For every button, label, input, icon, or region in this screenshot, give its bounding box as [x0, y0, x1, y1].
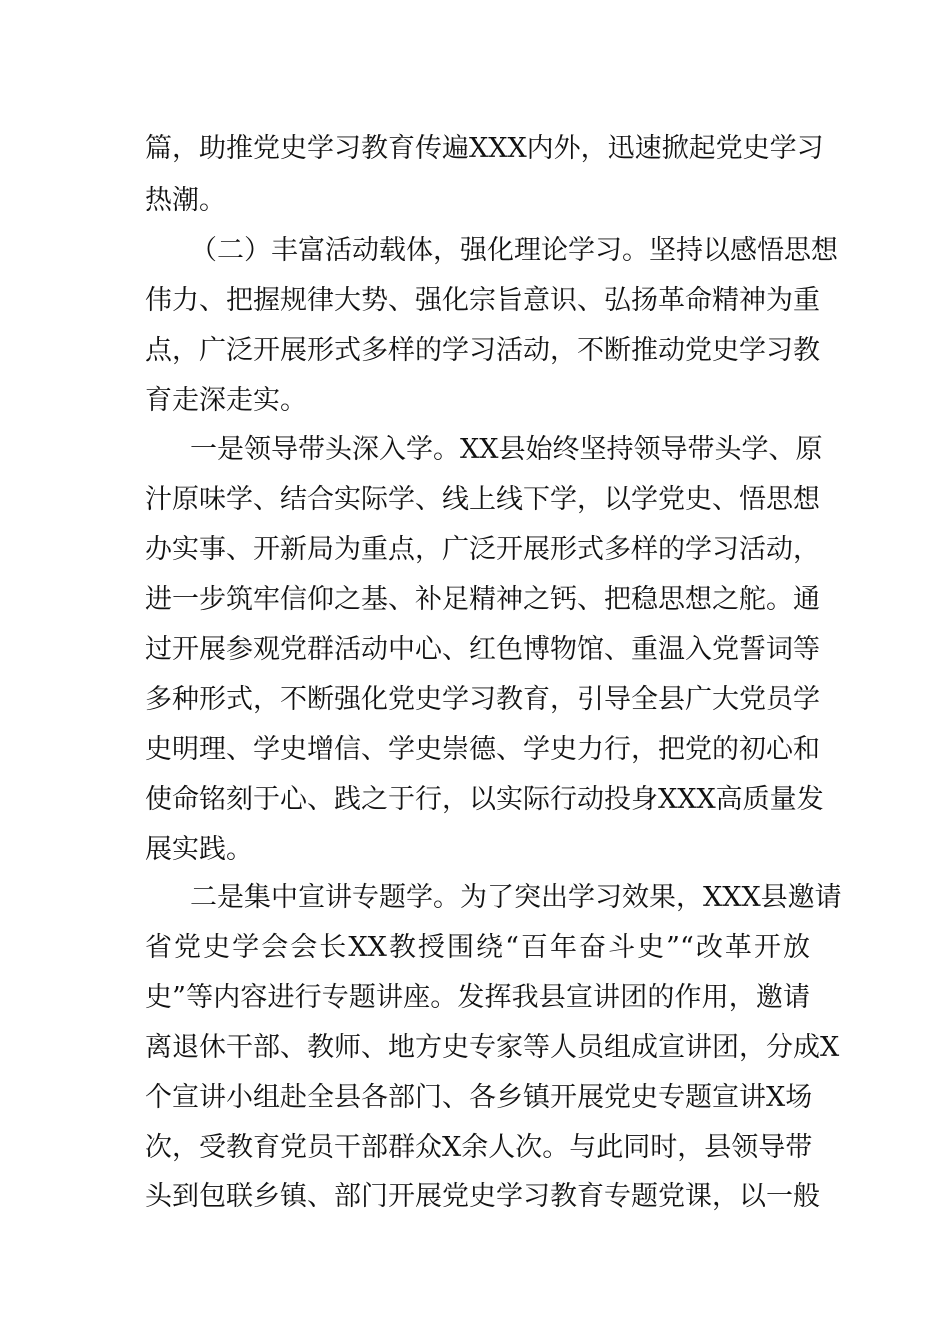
text-line: 过开展参观党群活动中心、红色博物馆、重温入党誓词等 — [145, 634, 820, 665]
text-line: 使命铭刻于心、践之于行，以实际行动投身XXX高质量发 — [145, 784, 824, 815]
text-line: 一是领导带头深入学。XX县始终坚持领导带头学、原 — [190, 434, 823, 465]
text-line: 个宣讲小组赴全县各部门、各乡镇开展党史专题宣讲X场 — [145, 1082, 813, 1113]
text-line: 育走深走实。 — [145, 385, 307, 416]
text-line: 办实事、开新局为重点，广泛开展形式多样的学习活动， — [145, 534, 820, 565]
text-line: 离退休干部、教师、地方史专家等人员组成宣讲团，分成X — [145, 1032, 840, 1063]
text-line: 次，受教育党员干部群众X余人次。与此同时，县领导带 — [145, 1132, 813, 1163]
text-line: 省党史学会会长XX教授围绕“百年奋斗史”“改革开放 — [145, 932, 810, 963]
text-line: 二是集中宣讲专题学。为了突出学习效果，XXX县邀请 — [190, 882, 842, 913]
text-line: 热潮。 — [145, 185, 226, 216]
text-line: 汁原味学、结合实际学、线上线下学，以学党史、悟思想 — [145, 484, 820, 515]
text-line: 篇，助推党史学习教育传遍XXX内外，迅速掀起党史学习 — [145, 133, 824, 164]
text-line: 头到包联乡镇、部门开展党史学习教育专题党课，以一般 — [145, 1181, 820, 1212]
text-line: 多种形式，不断强化党史学习教育，引导全县广大党员学 — [145, 684, 820, 715]
text-line: 进一步筑牢信仰之基、补足精神之钙、把稳思想之舵。通 — [145, 584, 820, 615]
text-line: 展实践。 — [145, 834, 253, 865]
text-line: 史”等内容进行专题讲座。发挥我县宣讲团的作用，邀请 — [145, 982, 810, 1013]
text-line: 史明理、学史增信、学史崇德、学史力行，把党的初心和 — [145, 734, 820, 765]
text-line: 点，广泛开展形式多样的学习活动，不断推动党史学习教 — [145, 335, 820, 366]
text-line: 伟力、把握规律大势、强化宗旨意识、弘扬革命精神为重 — [145, 285, 820, 316]
section-heading: （二）丰富活动载体，强化理论学习。坚持以感悟思想 — [190, 235, 838, 266]
